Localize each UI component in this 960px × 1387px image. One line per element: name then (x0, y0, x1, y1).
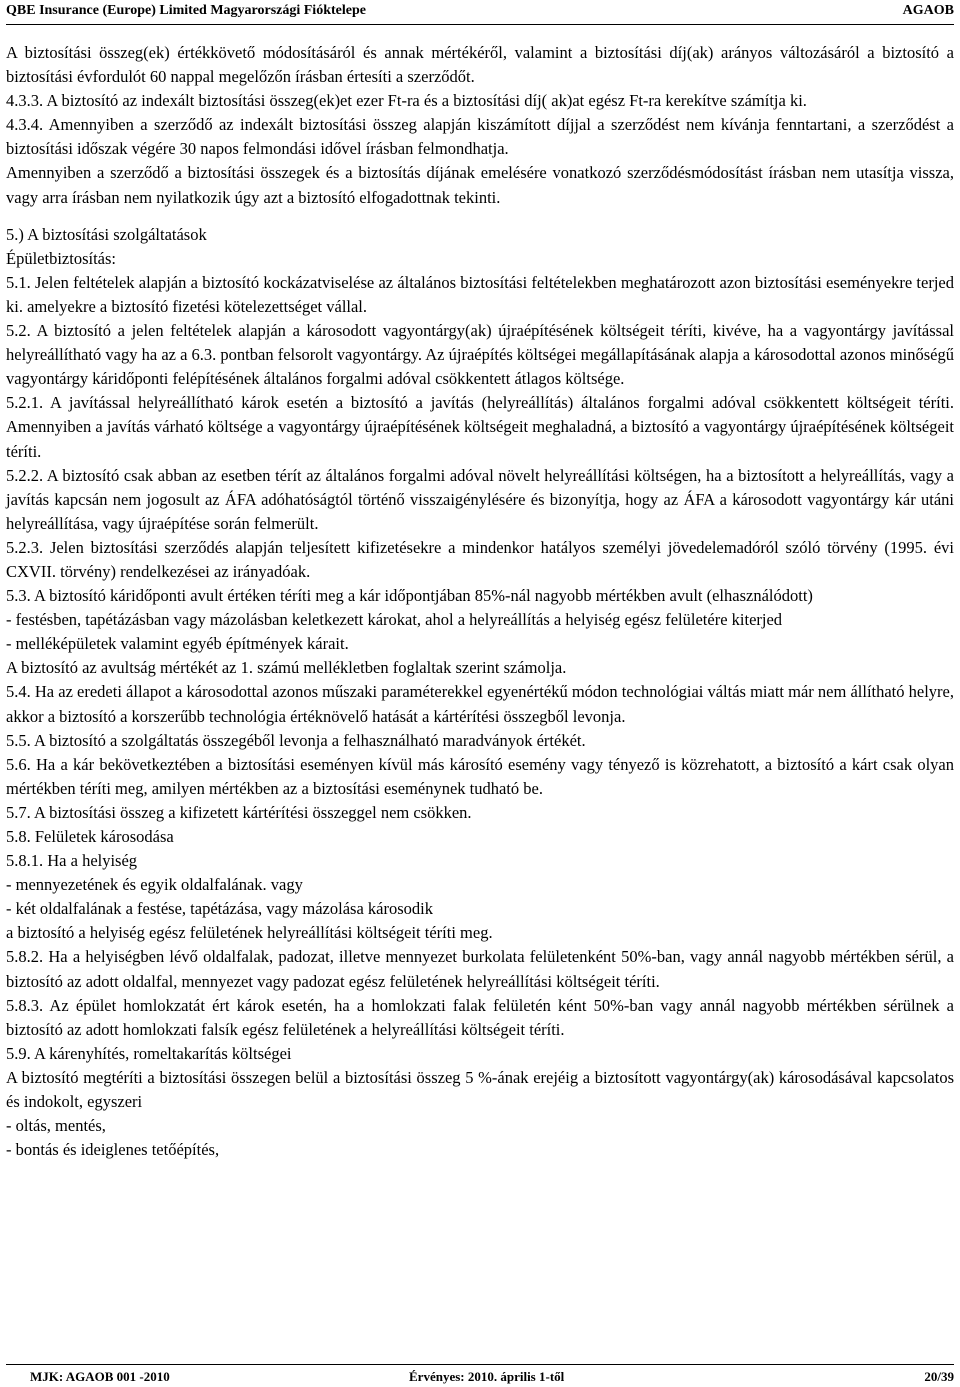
list-item: - bontás és ideiglenes tetőépítés, (6, 1140, 220, 1160)
subsection-heading: 5.9. A kárenyhítés, romeltakarítás költségei (6, 1043, 292, 1063)
paragraph: 5.2.3. Jelen biztosítási szerződés alapján teljesített kifizetésekre a mindenkor hatályos személyi jövedelemadóról szóló törvény (1995. évi CXVII. törvény) rendelkezései az irányadóak. (6, 537, 954, 581)
subsection-heading: Épületbiztosítás: (6, 248, 116, 268)
list-item: - mennyezetének és egyik oldalfalának. vagy (6, 875, 303, 895)
paragraph: 5.2. A biztosító a jelen feltételek alapján a károsodott vagyontárgy(ak) újraépítésének költségeit téríti, kivéve, ha a vagyontárgy javítással helyreállítható vagy ha az a 6.3. pontban felsorolt vagyontárgy. Az újraépítés költségei megállapításának alapja a károsodottal azonos minőségű vagyontárgy káridőponti felépítésének általános forgalmi adóval csökkentett átlagos költsége. (6, 321, 954, 389)
subsection-heading: 5.8. Felületek károsodása (6, 827, 174, 846)
paragraph: A biztosítási összeg(ek) értékkövető módosításáról és annak mértékéről, valamint a biztosítási díj(ak) arányos változásáról a biztosító a biztosítási évfordulót 60 nappal megelőzőn írásban értesíti a szerződőt. (6, 43, 954, 87)
document-code: AGAOB (902, 3, 954, 18)
paragraph: A biztosító az avultság mértékét az 1. számú mellékletben foglaltak szerint számolja. (6, 658, 567, 678)
paragraph: 5.2.1. A javítással helyreállítható károk esetén a biztosító a javítás (helyreállítás) általános forgalmi adóval csökkentett költségeit téríti. Amennyiben a javítás várható költsége a vagyontárgy újraépítésének költségeit meghaladná, a biztosító a vagyontárgy újraépítésének költségeit téríti. (6, 393, 954, 461)
paragraph: 5.8.3. Az épület homlokzatát ért károk esetén, ha a homlokzati falak felületén ként 50%-ban vagy annál nagyobb mértékben sérülnek a biztosító az adott homlokzati falsík egész felületének a helyreállítási költségeit téríti. (6, 995, 954, 1039)
paragraph: A biztosító megtéríti a biztosítási összegen belül a biztosítási összeg 5 %-ának erejéig a biztosított vagyontárgy(ak) károsodásával kapcsolatos és indokolt, egyszeri (6, 1067, 954, 1112)
validity-date: Érvényes: 2010. április 1-től (409, 1369, 565, 1384)
page-number: 20/39 (924, 1369, 954, 1384)
section-heading: 5.) A biztosítási szolgáltatások (6, 224, 207, 244)
paragraph: 5.1. Jelen feltételek alapján a biztosító kockázatviselése az általános biztosítási feltételekben meghatározott azon biztosítási eseményekre terjed ki. amelyekre a biztosító fizetési kötelezettséget vállal. (6, 272, 954, 316)
page-header (6, 0, 954, 25)
paragraph: 5.5. A biztosító a szolgáltatás összegéből levonja a felhasználható maradványok értékét. (6, 730, 586, 750)
page-footer (6, 1364, 954, 1387)
section-services (6, 223, 954, 1163)
document-body (6, 41, 954, 1162)
paragraph: 5.8.2. Ha a helyiségben lévő oldalfalak, padozat, illetve mennyezet burkolata felületenként 50%-ban, vagy annál nagyobb mértékben sérül, a biztosító az adott oldalfal, mennyezet vagy padozat egész felületének helyreállítási költségeit téríti. (6, 947, 954, 991)
paragraph: 5.3. A biztosító káridőponti avult értéken téríti meg a kár időpontjában 85%-nál nagyobb mértékben avult (elhasználódott) (6, 586, 813, 606)
paragraph: 5.4. Ha az eredeti állapot a károsodottal azonos műszaki paraméterekkel egyenértékű módon technológiai váltás miatt már nem állítható helyre, akkor a biztosító a korszerűbb technológia értéknövelő hatását a kártérítési összegből levonja. (6, 682, 954, 726)
company-name: QBE Insurance (Europe) Limited Magyarországi Fióktelepe (6, 3, 366, 18)
list-item: - festésben, tapétázásban vagy mázolásban keletkezett károkat, ahol a helyreállítás a helyiség egész felületére kiterjed (6, 610, 783, 630)
paragraph-gap (6, 210, 954, 223)
paragraph: Amennyiben a szerződő a biztosítási összegek és a biztosítás díjának emelésére vonatkozó szerződésmódosítást írásban nem utasítja vissza, vagy arra írásban nem nyilatkozik úgy azt a biztosító elfogadottnak tekinti. (6, 163, 954, 207)
list-item: - két oldalfalának a festése, tapétázása, vagy mázolása károsodik (6, 899, 433, 919)
paragraph: 5.7. A biztosítási összeg a kifizetett kártérítési összeggel nem csökken. (6, 802, 472, 822)
paragraph: 4.3.4. Amennyiben a szerződő az indexált biztosítási összeg alapján kiszámított díjjal a szerződést nem kívánja fenntartani, a szerződést a biztosítási időszak végére 30 napos felmondási idővel írásban felmondhatja. (6, 115, 954, 159)
paragraph: a biztosító a helyiség egész felületének helyreállítási költségeit téríti meg. (6, 923, 493, 943)
document-id: MJK: AGAOB 001 -2010 (30, 1369, 170, 1384)
paragraph: 4.3.3. A biztosító az indexált biztosítási összeg(ek)et ezer Ft-ra és a biztosítási díj( ak)at egész Ft-ra kerekítve számítja ki. (6, 91, 807, 111)
paragraph: 5.8.1. Ha a helyiség (6, 851, 138, 871)
paragraph: 5.2.2. A biztosító csak abban az esetben térít az általános forgalmi adóval növelt helyreállítási költségen, ha a biztosított a helyreállítás, vagy a javítás kapcsán nem jogosult az ÁFA adóhatóságtól történő visszaigénylésére és bizonyítja, hogy az ÁFA a károsodott vagyontárgy kár utáni helyreállítása, vagy újraépítése során felmerült. (6, 465, 954, 533)
list-item: - melléképületek valamint egyéb építmények kárait. (6, 634, 349, 654)
section-indexation (6, 41, 954, 210)
paragraph: 5.6. Ha a kár bekövetkeztében a biztosítási eseményen kívül más károsító esemény vagy tényező is közrehatott, a biztosító a kárt csak olyan mértékben téríti meg, amilyen mértékben az a biztosítási eseménynek tudható be. (6, 754, 954, 798)
list-item: - oltás, mentés, (6, 1116, 106, 1136)
